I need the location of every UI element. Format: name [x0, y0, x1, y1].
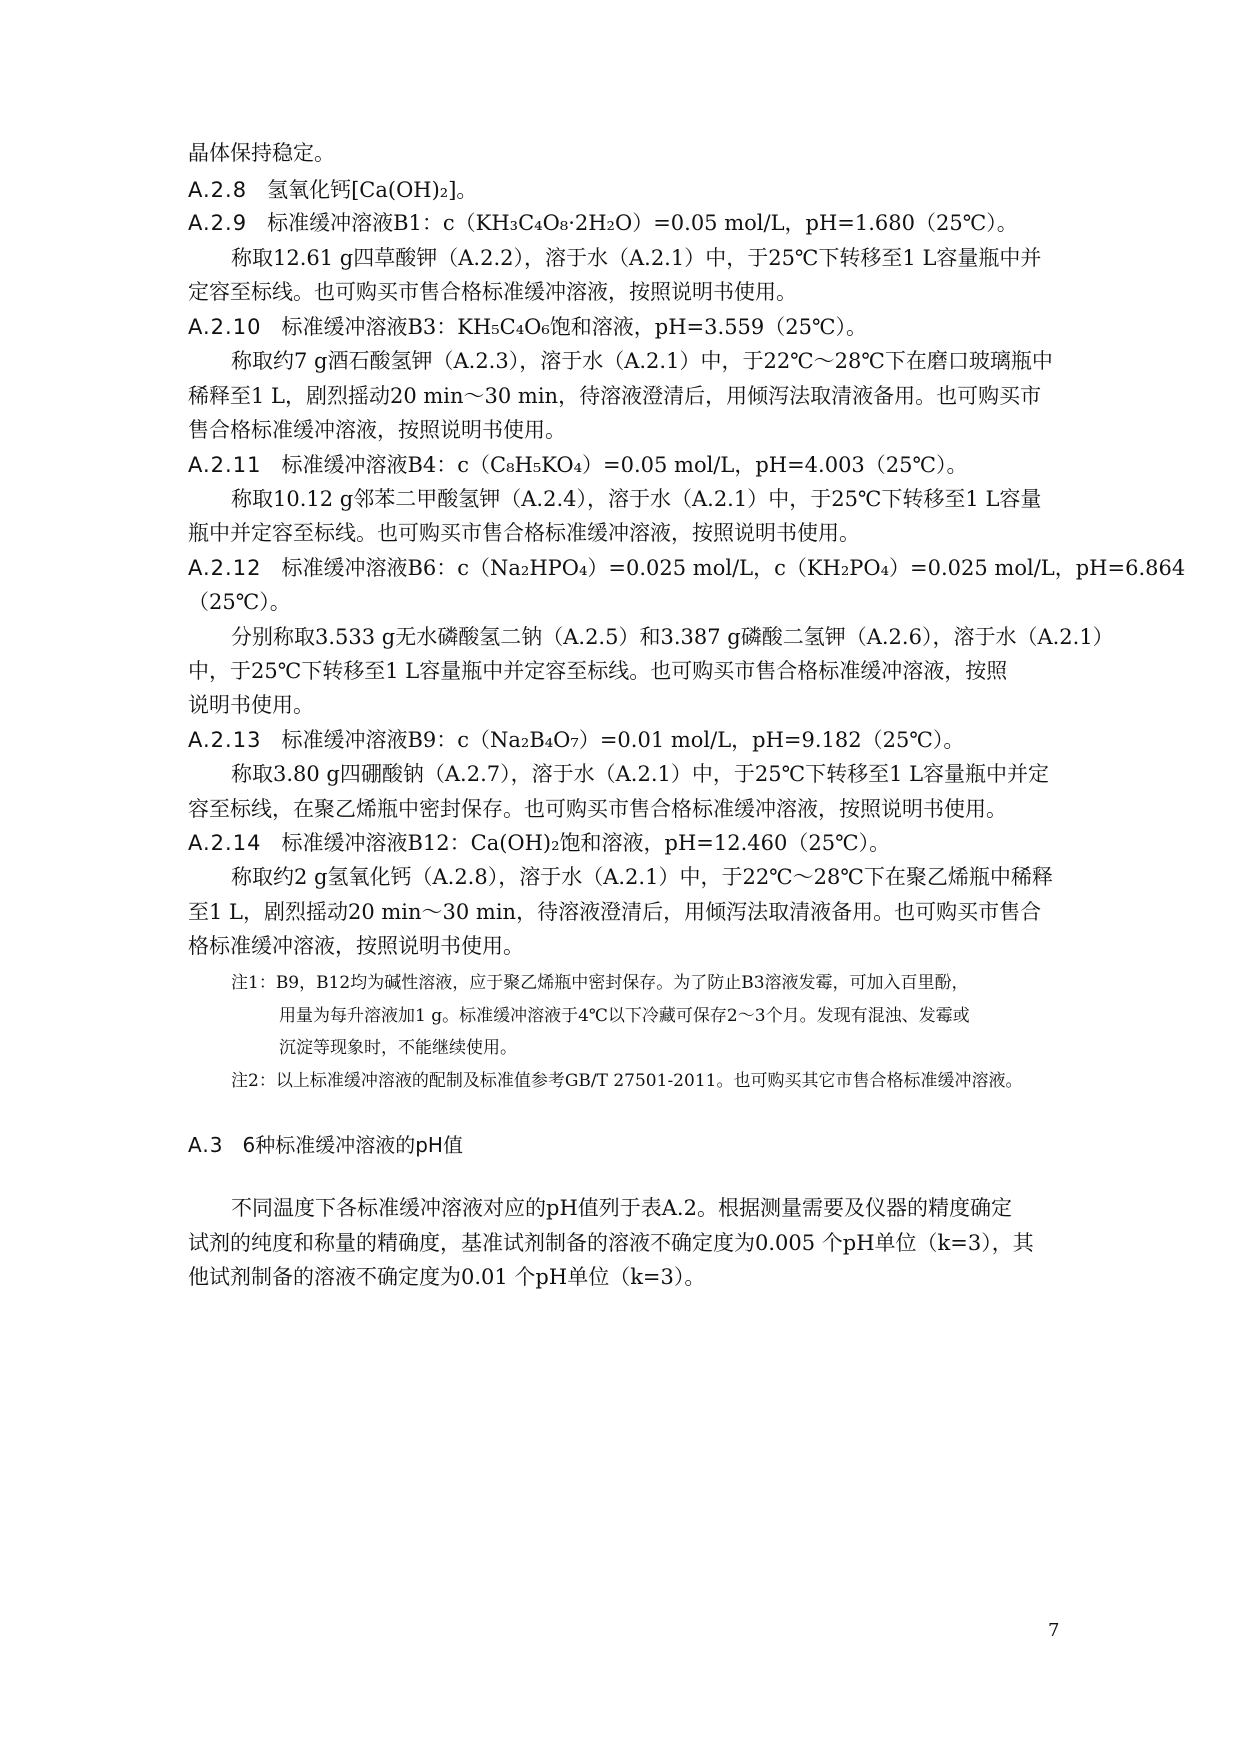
clause-number: A.2.12 — [188, 556, 262, 580]
clause-number: A.2.11 — [188, 453, 262, 477]
section-title: 6种标准缓冲溶液的pH值 — [242, 1133, 463, 1157]
clause-a-2-10: A.2.10 标准缓冲溶液B3：KH₅C₄O₆饱和溶液，pH=3.559（25℃）。 — [188, 315, 867, 339]
text-line: 格标准缓冲溶液，按照说明书使用。 — [188, 934, 524, 958]
note-1: 注1：B9，B12均为碱性溶液，应于聚乙烯瓶中密封保存。为了防止B3溶液发霉，可加入百里酚， — [231, 973, 969, 993]
text-line: 分别称取3.533 g无水磷酸氢二钠（A.2.5）和3.387 g磷酸二氢钾（A.2.6），溶于水（A.2.1） — [231, 625, 1114, 649]
text-line: 试剂的纯度和称量的精确度，基准试剂制备的溶液不确定度为0.005 个pH单位（k=3），其 — [188, 1231, 1034, 1255]
text-line: （25℃）。 — [188, 590, 291, 614]
text-line: 至1 L，剧烈摇动20 min～30 min，待溶液澄清后，用倾泻法取清液备用。也可购买市售合 — [188, 900, 1042, 924]
clause-number: A.2.14 — [188, 831, 262, 855]
text-line: 中，于25℃下转移至1 L容量瓶中并定容至标线。也可购买市售合格标准缓冲溶液，按照 — [188, 659, 1008, 683]
clause-a-2-9: A.2.9 标准缓冲溶液B1：c（KH₃C₄O₈·2H₂O）=0.05 mol/L，pH=1.680（25℃）。 — [188, 211, 1018, 235]
text-line: 售合格标准缓冲溶液，按照说明书使用。 — [188, 418, 566, 442]
text-line: 不同温度下各标准缓冲溶液对应的pH值列于表A.2。根据测量需要及仪器的精度确定 — [231, 1196, 1012, 1220]
text-line: 定容至标线。也可购买市售合格标准缓冲溶液，按照说明书使用。 — [188, 280, 797, 304]
section-number: A.3 — [188, 1133, 224, 1157]
clause-a-2-8: A.2.8 氢氧化钙[Ca(OH)₂]。 — [188, 178, 478, 202]
text-line: 容至标线，在聚乙烯瓶中密封保存。也可购买市售合格标准缓冲溶液，按照说明书使用。 — [188, 797, 1007, 821]
clause-a-2-11: A.2.11 标准缓冲溶液B4：c（C₈H₅KO₄）=0.05 mol/L，pH=4.003（25℃）。 — [188, 453, 968, 477]
text-line: 称取12.61 g四草酸钾（A.2.2），溶于水（A.2.1）中，于25℃下转移至1 L容量瓶中并 — [231, 246, 1042, 270]
text-line: 稀释至1 L，剧烈摇动20 min～30 min，待溶液澄清后，用倾泻法取清液备用。也可购买市 — [188, 384, 1042, 408]
text-line: 瓶中并定容至标线。也可购买市售合格标准缓冲溶液，按照说明书使用。 — [188, 521, 860, 545]
note-1-continued: 用量为每升溶液加1 g。标准缓冲溶液于4℃以下冷藏可保存2～3个月。发现有混浊、发霉或 — [279, 1006, 970, 1026]
text-line: 称取3.80 g四硼酸钠（A.2.7），溶于水（A.2.1）中，于25℃下转移至1 L容量瓶中并定 — [231, 762, 1050, 786]
clause-a-2-12: A.2.12 标准缓冲溶液B6：c（Na₂HPO₄）=0.025 mol/L，c（KH₂PO₄）=0.025 mol/L，pH=6.864 — [188, 556, 1186, 580]
text-line: 称取约2 g氢氧化钙（A.2.8），溶于水（A.2.1）中，于22℃～28℃下在聚乙烯瓶中稀释 — [231, 865, 1053, 889]
clause-number: A.2.8 — [188, 178, 248, 202]
clause-number: A.2.13 — [188, 728, 262, 752]
text-line: 他试剂制备的溶液不确定度为0.01 个pH单位（k=3）。 — [188, 1265, 706, 1289]
note-2: 注2：以上标准缓冲溶液的配制及标准值参考GB/T 27501-2011。也可购买其它市售合格标准缓冲溶液。 — [231, 1071, 1023, 1091]
page-number: 7 — [1048, 1620, 1060, 1641]
text-line: 说明书使用。 — [188, 693, 314, 717]
clause-a-2-14: A.2.14 标准缓冲溶液B12：Ca(OH)₂饱和溶液，pH=12.460（25℃）。 — [188, 831, 891, 855]
text-line: 晶体保持稳定。 — [188, 141, 335, 165]
text-line: 称取10.12 g邻苯二甲酸氢钾（A.2.4），溶于水（A.2.1）中，于25℃下转移至1 L容量 — [231, 487, 1042, 511]
note-1-continued: 沉淀等现象时，不能继续使用。 — [279, 1038, 517, 1058]
section-heading — [188, 1130, 463, 1160]
clause-a-2-13: A.2.13 标准缓冲溶液B9：c（Na₂B₄O₇）=0.01 mol/L，pH=9.182（25℃）。 — [188, 728, 965, 752]
text-line: 称取约7 g酒石酸氢钾（A.2.3），溶于水（A.2.1）中，于22℃～28℃下在磨口玻璃瓶中 — [231, 349, 1053, 373]
clause-number: A.2.10 — [188, 315, 262, 339]
clause-number: A.2.9 — [188, 211, 248, 235]
